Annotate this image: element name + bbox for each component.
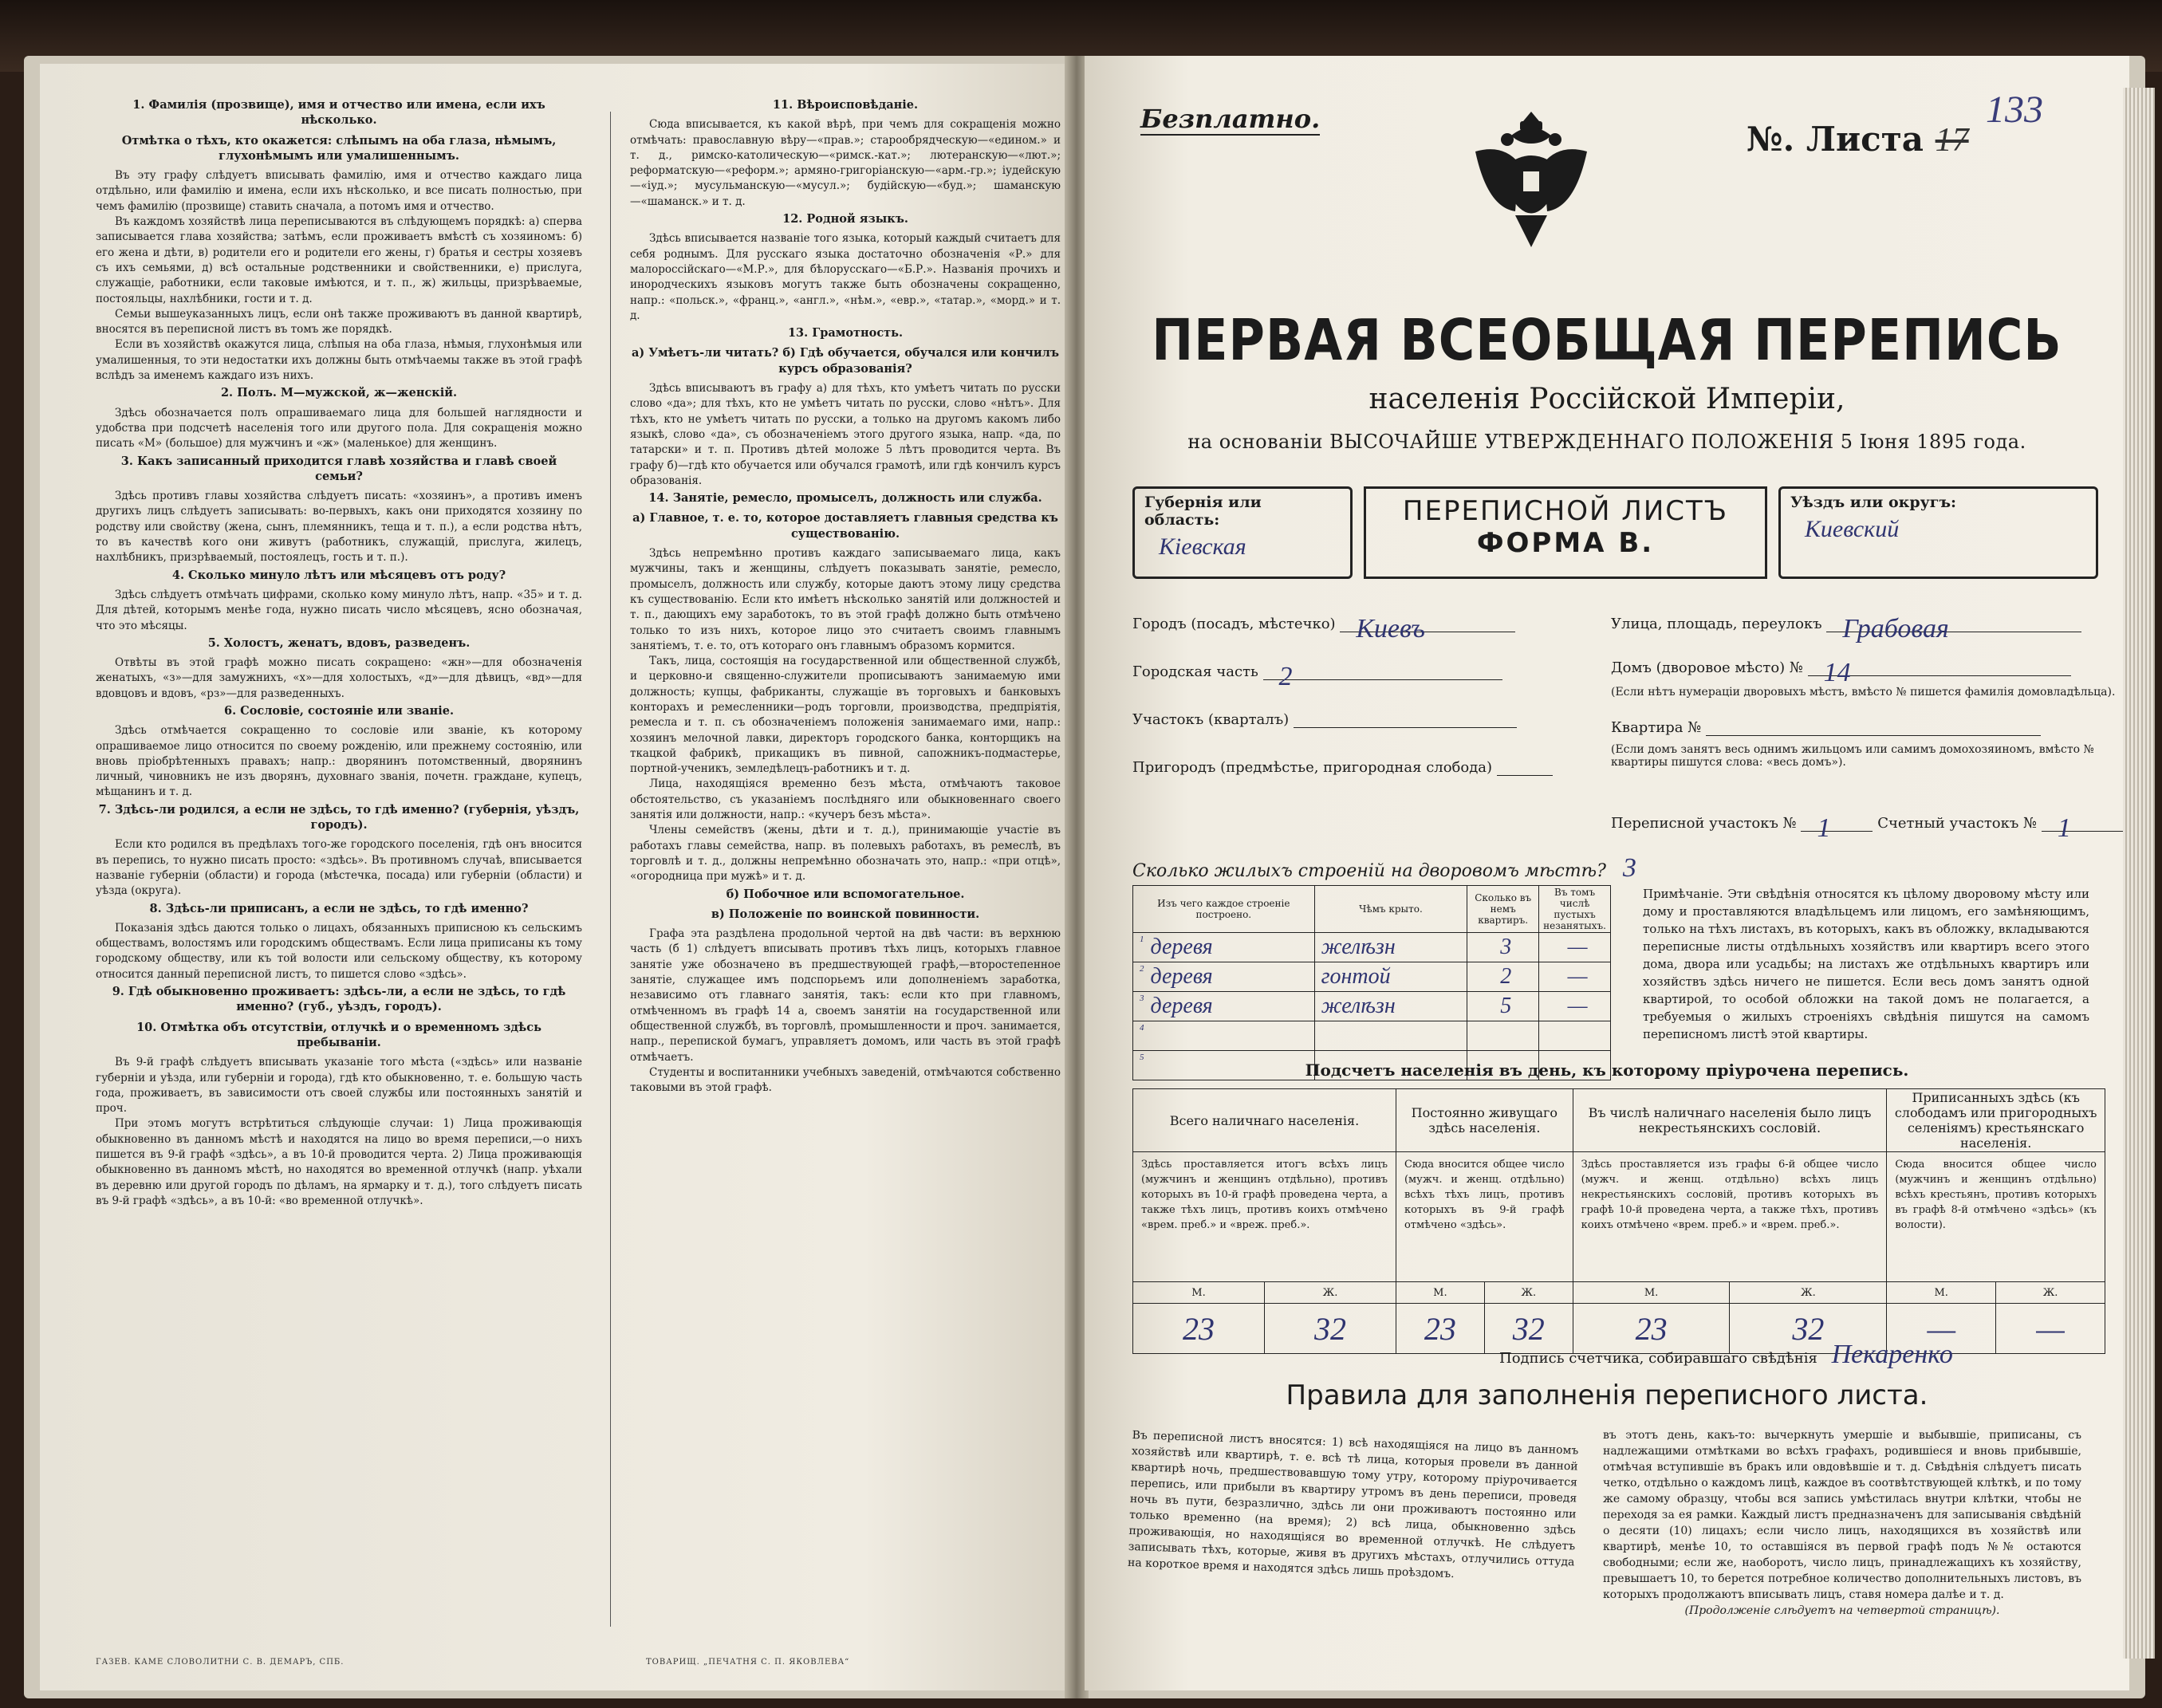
section-heading: а) Умѣетъ-ли читать? б) Гдѣ обучается, обучался или кончилъ курсъ образованія? bbox=[631, 346, 1060, 376]
gorod-value[interactable]: Киевъ bbox=[1356, 614, 1425, 643]
section-heading: 11. Вѣроисповѣданіе. bbox=[772, 98, 919, 112]
section-heading: 7. Здѣсь-ли родился, а если не здѣсь, то гдѣ именно? (губернія, уѣздъ, городъ). bbox=[98, 802, 580, 832]
dom-label: Домъ (дворовое мѣсто) № bbox=[1611, 659, 1803, 676]
building-material[interactable] bbox=[1133, 1021, 1315, 1051]
instruction-paragraph: Здѣсь вписывается названіе того языка, который каждый считаетъ для себя роднымъ. Для русскаго языка достаточно обозначенія «Р.» для малороссійскаго—«М.Р.», для бѣлорусскаго—«Б.Р.». Названія прочихъ и инородческихъ языковъ могутъ также быть обозначены сокращенно, напр.: «польск.», «франц.», «англ.», «нѣм.», «евр.», «татар.», «морд.» и т. д. bbox=[630, 232, 1061, 322]
instruction-paragraph: При этомъ могутъ встрѣтиться слѣдующіе случаи: 1) Лица проживающія обыкновенно въ данномъ мѣстѣ и находятся на лицо во время переписи,—о нихъ пишется въ 9-й графѣ «здѣсь», а въ 10-й проводится черта. 2) Лица проживающія обыкновенно въ данномъ мѣстѣ, но находятся во временной отлучкѣ (напр. уѣхали въ деревню или другой городъ по дѣламъ, на ярмарку и т. д.), того слѣдуетъ писать въ 9-й графѣ «здѣсь», а въ 10-й: «во временной отлучкѣ». bbox=[96, 1117, 582, 1207]
buildings-header-empty: Въ томъ числѣ пустыхъ незанятыхъ. bbox=[1539, 886, 1611, 933]
uezd-value[interactable]: Киевский bbox=[1805, 516, 1900, 542]
section-heading: а) Главное, т. е. то, которое доставляетъ главныя средства къ существованію. bbox=[632, 511, 1058, 541]
uchastok-field bbox=[1132, 710, 1517, 728]
instruction-paragraph: Въ каждомъ хозяйствѣ лица переписываются въ слѣдующемъ порядкѣ: а) сперва записывается глава хозяйства; затѣмъ, если проживаетъ вмѣстѣ съ хозяиномъ: б) его жена и дѣти, в) родители его и родители его жены, г) братья и сестры хозяевъ съ ихъ семьями, д) всѣ остальные родственники и свойственники, е) прислуга, служащіе, работники, если таковые имѣются, и т. п., ж) жильцы, призрѣваемые, постояльцы, нахлѣбники, гости и т. д. bbox=[96, 215, 582, 305]
building-roof[interactable]: желѣзн bbox=[1314, 933, 1467, 962]
male-count: 23 bbox=[1182, 1310, 1215, 1347]
dom-note: (Если нѣтъ нумераціи дворовыхъ мѣстъ, вмѣсто № пишется фамилія домовладѣльца). bbox=[1611, 686, 2116, 699]
gor-chast-label: Городская часть bbox=[1132, 663, 1258, 680]
instruction-paragraph: Если въ хозяйствѣ окажутся лица, слѣпыя на оба глаза, нѣмыя, глухонѣмыя или умалишенныя, то эти недостатки ихъ должны быть отмѣчаемы также въ этой графѣ вслѣдъ за именемъ каждаго изъ нихъ. bbox=[96, 338, 582, 383]
building-apartments[interactable]: 3 bbox=[1467, 933, 1539, 962]
instruction-paragraph: Студенты и воспитанники учебныхъ заведеній, отмѣчаются собственно таковыми въ этой графѣ. bbox=[630, 1065, 1061, 1095]
building-row-number: 4 bbox=[1140, 1023, 1144, 1033]
section-heading: 2. Полъ. М—мужской, ж—женскій. bbox=[220, 386, 458, 400]
instruction-paragraph: Семьи вышеуказанныхъ лицъ, если онѣ также проживаютъ въ данной квартирѣ, вносятся въ переписной листъ въ томъ же порядкѣ. bbox=[96, 307, 582, 336]
count-column-header: Всего наличнаго населенія. bbox=[1133, 1089, 1396, 1152]
gor-chast-field bbox=[1132, 662, 1502, 691]
section-heading: 14. Занятіе, ремесло, промыселъ, должность или служба. bbox=[648, 491, 1042, 506]
header-boxes bbox=[1132, 486, 2097, 582]
instruction-paragraph: Здѣсь вписываютъ въ графу а) для тѣхъ, кто умѣетъ читать по русски слово «да»; для тѣхъ, кто не умѣетъ читать по русски, слово «нѣтъ». Для тѣхъ, кто не умѣетъ читать по русски, а только на другомъ какомъ либо языкѣ, слово «да», съ обозначеніемъ этого другого языка, напр. «да, по татарски» и т. п. Противъ дѣтей моложе 5 лѣтъ проводится черта. Въ графу б)—гдѣ кто обучается или обучался грамотѣ, или гдѣ кончилъ курсъ образованія. bbox=[630, 382, 1061, 487]
instruction-paragraph: Въ 9-й графѣ слѣдуетъ вписывать указаніе того мѣста («здѣсь» или названіе губерніи и уѣзда, или губерніи и города), гдѣ кто обыкновенно, т. е. большую часть года, проживаетъ, въ зависимости отъ своей службы или постоянныхъ занятій и проч. bbox=[96, 1056, 582, 1116]
instruction-paragraph: Показанія здѣсь даются только о лицахъ, обязанныхъ приписною къ сельскимъ обществамъ, волостямъ или городскимъ обществамъ. Если лица приписаны къ тому городскому обществу, или къ той волости или сельскому обществу, къ которому относится данный переписной листъ, то пишется слово «здѣсь». bbox=[96, 921, 582, 981]
sheet-number-label: №. Листа bbox=[1747, 120, 1924, 159]
form-letter: ФОРМА В. bbox=[1476, 527, 1655, 559]
dwellings-value[interactable]: 3 bbox=[1622, 853, 1636, 883]
open-book bbox=[24, 56, 2145, 1698]
section-heading: 12. Родной языкъ. bbox=[782, 212, 908, 226]
instruction-paragraph: Лица, находящіяся временно безъ мѣста, отмѣчаютъ таковое обстоятельство, съ указаніемъ послѣдняго или обыкновеннаго своего занятія или должности, напр.: «кучеръ безъ мѣста». bbox=[630, 777, 1061, 822]
instructions-column-right bbox=[630, 96, 1061, 1096]
right-page-census-form bbox=[1085, 56, 2129, 1690]
prigorod-field bbox=[1132, 758, 1553, 776]
gubernia-value[interactable]: Кіевская bbox=[1159, 533, 1246, 560]
section-heading: 1. Фамилія (прозвище), имя и отчество или имена, если ихъ нѣсколько. bbox=[132, 98, 545, 128]
census-subtitle: населенія Россійской Имперіи, bbox=[1368, 383, 1845, 415]
female-label: Ж. bbox=[1730, 1282, 1887, 1304]
female-count: — bbox=[2036, 1310, 2065, 1347]
building-row-number: 1 bbox=[1140, 935, 1144, 944]
count-column-description: Сюда вносится общее число (мужч. и женщ. отдѣльно) всѣхъ тѣхъ лицъ, противъ которыхъ въ 9-й графѣ отмѣчено «здѣсь». bbox=[1396, 1152, 1573, 1282]
buildings-table bbox=[1132, 885, 1611, 1080]
building-material-value: деревя bbox=[1150, 935, 1213, 959]
section-heading: 13. Грамотность. bbox=[787, 326, 904, 340]
section-heading: б) Побочное или вспомогательное. bbox=[726, 887, 965, 901]
count-column-header: Постоянно живущаго здѣсь населенія. bbox=[1396, 1089, 1573, 1152]
form-title-box bbox=[1364, 486, 1767, 579]
instruction-paragraph: Такъ, лица, состоящія на государственной или общественной службѣ, и церковно-и священно-служители прописываютъ занимаемую ими должность; купцы, фабриканты, служащіе въ торговыхъ и банковыхъ конторахъ и ремесленники—родъ торговли, производства, предпріятія, ремесла и т. п. съ обозначеніемъ положенія занимаемаго ими, напр.: хозяинъ мелочной лавки, директоръ городского банка, конторщикъ на ткацкой фабрикѣ, прикащикъ въ пивной, сапожникъ-подмастерье, портной-ученикъ, земледѣлецъ-работникъ и т. д. bbox=[630, 655, 1061, 776]
instruction-paragraph: Здѣсь слѣдуетъ отмѣчать цифрами, сколько кому минуло лѣтъ, напр. «35» и т. д. Для дѣтей, которымъ менѣе года, нужно писать число мѣсяцевъ, ясно обозначая, что это мѣсяцы. bbox=[96, 588, 582, 632]
rules-left-column: Въ переписной листъ вносятся: 1) всѣ находящіяся на лицо въ данномъ хозяйствѣ или квартирѣ, т. е. всѣ тѣ лица, которыя провели въ данной квартирѣ ночь, предшествовавшую тому утру, которому пріурочивается перепись, или прибыли въ квартиру утромъ въ день переписи, проведя ночь въ пути, безразлично, здѣсь ли они проживаютъ постоянно или только временно (на время); 2) всѣ лица, обыкновенно здѣсь проживающія, но находящіяся во временной отлучкѣ. Не слѣдуетъ записывать тѣхъ, которые, живя въ другихъ мѣстахъ, отлучились оттуда на короткое время и находятся здѣсь лишь проѣздомъ. bbox=[1127, 1428, 1579, 1581]
male-count: — bbox=[1927, 1310, 1956, 1347]
building-material-value: деревя bbox=[1150, 964, 1213, 989]
left-page-instructions bbox=[40, 64, 1069, 1690]
male-count-cell[interactable] bbox=[1396, 1304, 1484, 1354]
count-column-header: Приписанныхъ здѣсь (къ слободамъ или пригородныхъ селеніямъ) крестьянскаго населенія. bbox=[1887, 1089, 2105, 1152]
printer-footnote-right: ТОВАРИЩ. „ПЕЧАТНЯ С. П. ЯКОВЛЕВА“ bbox=[646, 1658, 850, 1667]
section-heading: в) Положеніе по воинской повинности. bbox=[711, 907, 980, 921]
buildings-header-material: Изъ чего каждое строеніе построено. bbox=[1133, 886, 1315, 933]
sheet-number-value: 17 bbox=[1935, 122, 1969, 159]
uezd-label: Уѣздъ или округъ: bbox=[1790, 494, 1957, 511]
building-apartments[interactable] bbox=[1467, 1021, 1539, 1051]
count-column-description: Здѣсь проставляется изъ графы 6-й общее число (мужч. и женщ. отдѣльно) всѣхъ лицъ некрестьянскихъ сословій, противъ которыхъ въ графѣ 10-й проведена черта, а также тѣхъ, противъ коихъ отмѣчено «врем. преб.» и «врем. преб.». bbox=[1573, 1152, 1887, 1282]
gorod-field bbox=[1132, 614, 1515, 643]
perepis-uchastok-value[interactable]: 1 bbox=[1817, 813, 1831, 843]
page-edges bbox=[2123, 88, 2155, 1659]
kvartira-note: (Если домъ занятъ весь однимъ жильцомъ или самимъ домохозяиномъ, вмѣсто № квартиры пишутся слова: «весь домъ»). bbox=[1611, 743, 2094, 769]
female-count: 32 bbox=[1512, 1310, 1545, 1347]
male-count: 23 bbox=[1635, 1310, 1668, 1347]
building-row-number: 3 bbox=[1140, 994, 1144, 1003]
instruction-paragraph: Здѣсь отмѣчается сокращенно то сословіе или званіе, къ которому опрашиваемое лицо относится по своему рожденію, или прежнему состоянію, или вновь пріобрѣтенныхъ правахъ; напр.: дворянинъ потомственный, дворянинъ личный, чиновникъ не изъ дворянъ, духовнаго званія, почетн. граждане, купецъ, мѣщанинъ и т. д. bbox=[96, 724, 582, 799]
signature-label: Подпись счетчика, собиравшаго свѣдѣнія bbox=[1499, 1350, 1817, 1367]
male-label: М. bbox=[1396, 1282, 1484, 1304]
building-material[interactable] bbox=[1133, 933, 1315, 962]
male-label: М. bbox=[1133, 1282, 1265, 1304]
rules-right-text: въ этотъ день, какъ-то: вычеркнуть умершіе и выбывшіе, приписаны, съ надлежащими отмѣтками во всѣхъ графахъ, родившіеся и вновь прибывшіе, отмѣчая вступившіе въ бракъ или овдовѣвшіе и т. д. Свѣдѣнія слѣдуетъ писать четко, отдѣльно о каждомъ лицѣ, каждое въ соотвѣтствующей клѣткѣ, и по тому же самому образцу, чтобы вся запись умѣстилась внутри клѣтки, чтобы не переходя за ея рамки. Каждый листъ предназначенъ для записыванія свѣдѣній о десяти (10) лицахъ; если число лицъ, находящихся въ хозяйствѣ или квартирѣ, менѣе 10, то оставшіяся въ первой графѣ подъ №№ остаются свободными; если же, наоборотъ, число лицъ, принадлежащихъ къ хозяйству, превышаетъ 10, то берется потребное количество дополнительныхъ листовъ, въ которыхъ продолжаютъ вписывать лицъ, ставя номера далѣе и т. д. bbox=[1603, 1429, 2081, 1601]
rules-title: Правила для заполненія переписного листа. bbox=[1286, 1379, 1928, 1411]
male-label: М. bbox=[1887, 1282, 1996, 1304]
rules-continuation: (Продолженіе слѣдуетъ на четвертой страницѣ). bbox=[1684, 1604, 2000, 1617]
instruction-paragraph: Отвѣты въ этой графѣ можно писать сокращено: «жн»—для обозначенія женатыхъ, «з»—для замужнихъ, «х»—для холостыхъ, «д»—для дѣвицъ, «вд»—для вдовцовъ и вдовъ, «рз»—для разведенныхъ. bbox=[96, 656, 582, 700]
building-apartments[interactable]: 2 bbox=[1467, 962, 1539, 992]
column-divider bbox=[610, 112, 611, 1627]
building-material-value: деревя bbox=[1150, 994, 1213, 1018]
census-basis: на основаніи ВЫСОЧАЙШЕ УТВЕРЖДЕННАГО ПОЛОЖЕНІЯ 5 Іюня 1895 года. bbox=[1187, 431, 2026, 453]
population-count-title: Подсчетъ населенія въ день, къ которому пріурочена перепись. bbox=[1305, 1061, 1909, 1080]
instruction-paragraph: Члены семействъ (жены, дѣти и т. д.), принимающіе участіе въ работахъ главы семейства, напр. въ полевыхъ работахъ, въ ремеслѣ, въ торговлѣ и т. д., должны непремѣнно обозначать это, напр.: «при отцѣ», «огородница при мужѣ» и т. д. bbox=[630, 824, 1061, 884]
handwritten-page-number: 133 bbox=[1986, 89, 2043, 131]
sheet-number bbox=[1747, 120, 1969, 159]
building-material[interactable] bbox=[1133, 962, 1315, 992]
schet-uchastok-label: Счетный участокъ № bbox=[1877, 815, 2038, 832]
female-label: Ж. bbox=[1996, 1282, 2105, 1304]
prigorod-label: Пригородъ (предмѣстье, пригородная слобода) bbox=[1132, 759, 1493, 776]
female-label: Ж. bbox=[1484, 1282, 1573, 1304]
gubernia-box bbox=[1132, 486, 1353, 579]
uezd-box bbox=[1778, 486, 2098, 579]
male-label: М. bbox=[1573, 1282, 1730, 1304]
perepis-uchastok-label: Переписной участокъ № bbox=[1611, 815, 1797, 832]
female-count-cell[interactable] bbox=[1264, 1304, 1396, 1354]
building-roof[interactable]: желѣзн bbox=[1314, 992, 1467, 1021]
instruction-paragraph: Здѣсь непремѣнно противъ каждаго записываемаго лица, какъ мужчины, такъ и женщины, слѣдуетъ показывать занятіе, ремесло, промыселъ, должность или службу, которые даютъ этому лицу средства къ существованію. Если кто имѣетъ нѣсколько занятій или должностей и т. п., дающихъ ему заработокъ, то въ этой графѣ должно быть отмѣчено только то изъ нихъ, которое лицо это считаетъ своимъ главнымъ занятіемъ, т. е. то, отъ котораго онъ главнымъ образомъ кормится. bbox=[630, 547, 1061, 652]
instruction-paragraph: Въ эту графу слѣдуетъ вписывать фамилію, имя и отчество каждаго лица отдѣльно, или фамилію и имена, если ихъ нѣсколько, и все писать полностью, при чемъ фамилію (прозвище) ставить сначала, а потомъ имя и отчество. bbox=[96, 169, 582, 213]
instruction-paragraph: Здѣсь обозначается полъ опрашиваемаго лица для большей наглядности и удобства при подсчетѣ населенія того или другого пола. Для сокращенія можно писать «М» (большое) для мужчинъ и «ж» (маленькое) для женщинъ. bbox=[96, 406, 582, 451]
buildings-note: Примѣчаніе. Эти свѣдѣнія относятся къ цѣлому дворовому мѣсту или дому и проставляются владѣльцемъ или лицомъ, его замѣняющимъ, только на тѣхъ листахъ, въ которыхъ, какъ въ обложку, вкладываются переписные листы отдѣльныхъ хозяйствъ или квартиръ всего этого дома, двора или усадьбы; на листахъ же отдѣльныхъ квартиръ или хозяйствъ здѣсь ничего не пишется. Если весь домъ занятъ одной квартирой, то особой обложки на такой домъ не полагается, а требуемыя о жилыхъ строеніяхъ свѣдѣнія пишутся на самомъ переписномъ листѣ этой квартиры. bbox=[1643, 887, 2089, 1041]
signature-value[interactable]: Пекаренко bbox=[1831, 1340, 1953, 1369]
buildings-row bbox=[1133, 962, 1611, 992]
building-material[interactable] bbox=[1133, 992, 1315, 1021]
section-heading: 5. Холостъ, женатъ, вдовъ, разведенъ. bbox=[207, 636, 471, 650]
buildings-row bbox=[1133, 933, 1611, 962]
building-empty[interactable] bbox=[1539, 1021, 1611, 1051]
gorod-label: Городъ (посадъ, мѣстечко) bbox=[1132, 616, 1336, 632]
count-column-header: Въ числѣ наличнаго населенія было лицъ некрестьянскихъ сословій. bbox=[1573, 1089, 1887, 1152]
female-count: 32 bbox=[1313, 1310, 1346, 1347]
instruction-paragraph: Если кто родился въ предѣлахъ того-же городского поселенія, гдѣ онъ вносится въ перепись, то нужно писать просто: «здѣсь». Въ противномъ случаѣ, вписывается названіе губерніи (области) и города (мѣстечка, посада) или губерніи (области) и уѣзда (округа). bbox=[96, 838, 582, 898]
gor-chast-value[interactable]: 2 bbox=[1278, 662, 1293, 691]
buildings-header-apartments: Сколько въ немъ квартиръ. bbox=[1467, 886, 1539, 933]
ulitsa-label: Улица, площадь, переулокъ bbox=[1611, 616, 1822, 632]
buildings-row bbox=[1133, 1021, 1611, 1051]
instruction-paragraph: Здѣсь противъ главы хозяйства слѣдуетъ писать: «хозяинъ», а противъ именъ другихъ лицъ слѣдуетъ записывать: во-первыхъ, какъ они приходятся хозяину по родству или свойству (жена, сынъ, племянникъ, теща и т. п.), а если родства нѣтъ, то въ качествѣ кого они живутъ (работникъ, служащій, прислуга, жилецъ, нахлѣбникъ, призрѣваемый, постоялецъ, гость и т. п.). bbox=[96, 490, 582, 565]
dwellings-label: Сколько жилыхъ строеній на дворовомъ мѣстѣ? bbox=[1132, 861, 1606, 881]
count-column-description: Сюда вносится общее число (мужчинъ и женщинъ отдѣльно) всѣхъ крестьянъ, противъ которыхъ въ графѣ 8-й отмѣчено «здѣсь» (къ волости). bbox=[1887, 1152, 2105, 1282]
building-roof[interactable]: гонтой bbox=[1314, 962, 1467, 992]
building-row-number: 5 bbox=[1140, 1053, 1144, 1062]
buildings-header-roof: Чѣмъ крыто. bbox=[1314, 886, 1467, 933]
buildings-row bbox=[1133, 992, 1611, 1021]
printer-footnote-left: ГАЗЕВ. КАМЕ СЛОВОЛИТНИ С. В. ДЕМАРЪ, СПБ. bbox=[96, 1658, 345, 1667]
section-heading: 10. Отмѣтка объ отсутствіи, отлучкѣ и о временномъ здѣсь пребываніи. bbox=[136, 1020, 541, 1049]
kvartira-field bbox=[1611, 718, 2041, 736]
section-heading: 9. Гдѣ обыкновенно проживаетъ: здѣсь-ли, а если не здѣсь, то гдѣ именно? (губ., уѣздъ, городъ). bbox=[112, 985, 566, 1014]
section-heading: 8. Здѣсь-ли приписанъ, а если не здѣсь, то гдѣ именно? bbox=[149, 901, 529, 915]
building-empty[interactable]: — bbox=[1539, 992, 1611, 1021]
female-count: 32 bbox=[1792, 1310, 1825, 1347]
female-label: Ж. bbox=[1264, 1282, 1396, 1304]
dwellings-question bbox=[1132, 853, 1636, 884]
dom-value[interactable]: 14 bbox=[1823, 658, 1851, 687]
count-column-description: Здѣсь проставляется итогъ всѣхъ лицъ (мужчинъ и женщинъ отдѣльно), противъ которыхъ въ 10-й графѣ проведена черта, а также тѣхъ лицъ, противъ коихъ отмѣчено «врем. преб.» и «вреж. преб.». bbox=[1133, 1152, 1396, 1282]
population-count-table bbox=[1132, 1088, 2105, 1354]
gubernia-label: Губернія или область: bbox=[1144, 494, 1262, 529]
free-label: Безплатно. bbox=[1140, 104, 1321, 134]
male-count-cell[interactable] bbox=[1133, 1304, 1265, 1354]
building-roof[interactable] bbox=[1314, 1021, 1467, 1051]
ulitsa-field bbox=[1611, 614, 2081, 643]
building-empty[interactable]: — bbox=[1539, 962, 1611, 992]
census-title: ПЕРВАЯ ВСЕОБЩАЯ ПЕРЕПИСЬ bbox=[1152, 306, 2062, 374]
male-count: 23 bbox=[1424, 1310, 1456, 1347]
section-heading: 4. Сколько минуло лѣтъ или мѣсяцевъ отъ роду? bbox=[171, 568, 506, 582]
instruction-paragraph: Сюда вписывается, къ какой вѣрѣ, при чемъ для сокращенія можно отмѣчать: православную вѣру—«прав.»; старообрядческую—«едином.» и т. д., римско-католическую—«римск.-кат.»; лютеранскую—«лют.»; реформатскую—«реформ.»; армяно-григоріанскую—«арм.-гр.»; іудейскую—«іуд.»; мусульманскую—«мусул.»; будійскую—«буд.»; шаманскую—«шаманск.» и т. д. bbox=[630, 118, 1061, 208]
perepis-uchastok-field bbox=[1611, 813, 2129, 843]
instructions-column-left bbox=[96, 96, 582, 1209]
kvartira-label: Квартира № bbox=[1611, 719, 1702, 736]
building-apartments[interactable]: 5 bbox=[1467, 992, 1539, 1021]
building-empty[interactable]: — bbox=[1539, 933, 1611, 962]
section-heading: 6. Сословіе, состояніе или званіе. bbox=[223, 703, 455, 718]
form-title: ПЕРЕПИСНОЙ ЛИСТЪ bbox=[1402, 495, 1729, 527]
instruction-paragraph: Графа эта раздѣлена продольной чертой на двѣ части: въ верхнюю часть (б 1) слѣдуетъ вписывать противъ тѣхъ лицъ, которыхъ главное занятіе уже обозначено въ предшествующей графѣ,—второстепенное занятіе, служащее имъ подспорьемъ или дополненіемъ заработка, независимо отъ главнаго занятія, такъ: если кто при главномъ, отмѣченномъ въ графѣ 14 а, своемъ занятіи на государственной или общественной службѣ, въ торговлѣ, промышленности и проч. занимается, напр., перепиской бумагъ, управляетъ домомъ, или часть въ этой графѣ отмѣчаетъ. bbox=[630, 927, 1061, 1064]
ulitsa-value[interactable]: Грабовая bbox=[1842, 614, 1949, 643]
female-count-cell[interactable] bbox=[1996, 1304, 2105, 1354]
dom-field bbox=[1611, 658, 2071, 687]
double-headed-eagle-emblem bbox=[1467, 104, 1595, 263]
schet-uchastok-value[interactable]: 1 bbox=[2057, 813, 2071, 843]
enumerator-signature bbox=[1499, 1340, 1953, 1370]
section-heading: Отмѣтка о тѣхъ, кто окажется: слѣпымъ на оба глаза, нѣмымъ, глухонѣмымъ или умалишеннымъ. bbox=[121, 133, 557, 163]
uchastok-label: Участокъ (кварталъ) bbox=[1132, 711, 1290, 728]
rules-right-column bbox=[1603, 1427, 2081, 1619]
building-row-number: 2 bbox=[1140, 964, 1144, 974]
section-heading: 3. Какъ записанный приходится главѣ хозяйства и главѣ своей семьи? bbox=[120, 454, 557, 483]
